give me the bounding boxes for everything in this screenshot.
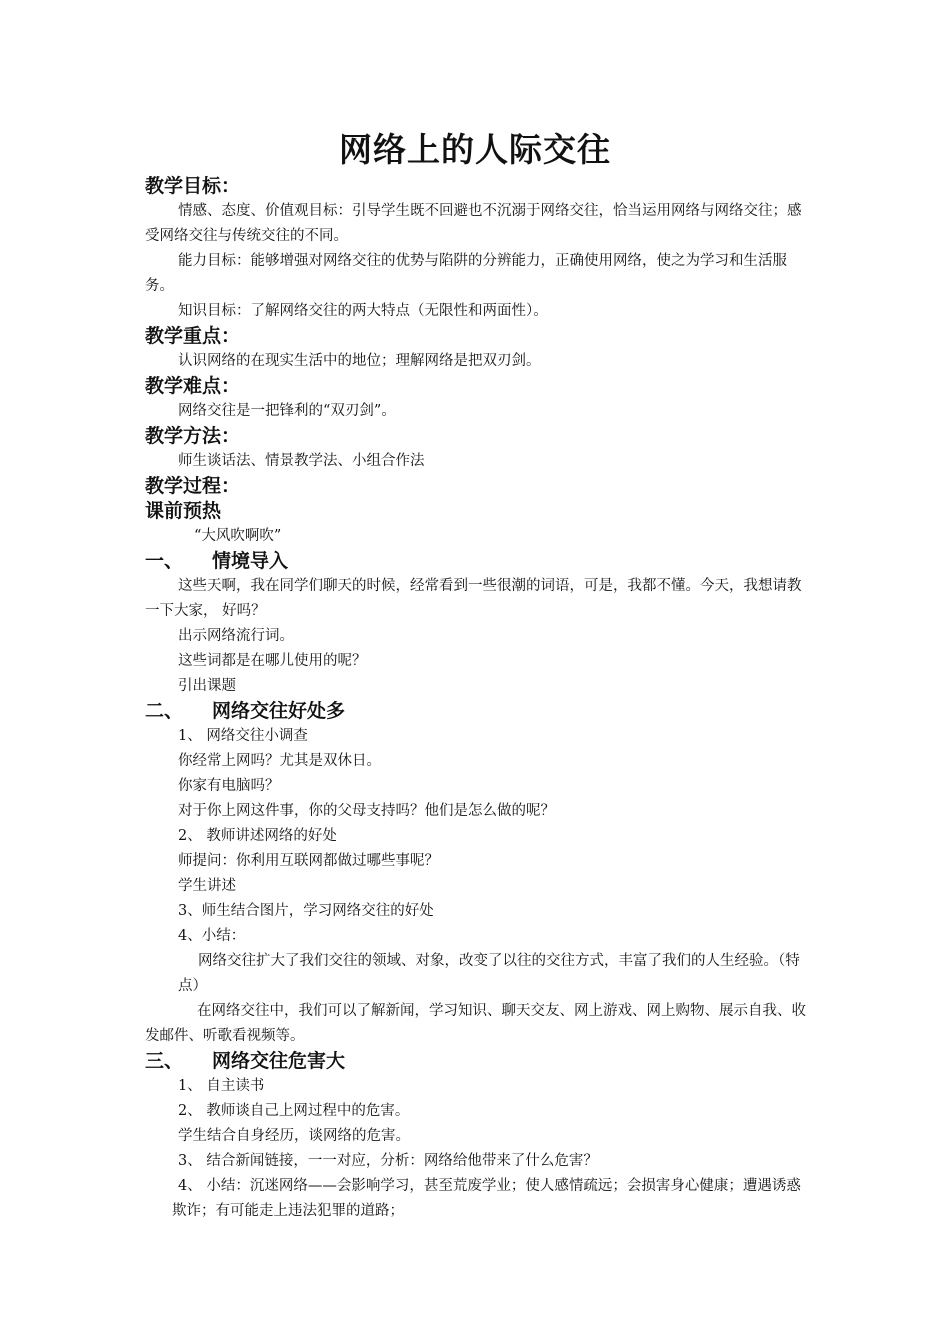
- objectives-heading: 教学目标：: [145, 175, 241, 197]
- section-3-heading: [145, 1049, 810, 1074]
- section-1-line: 出示网络流行词。: [178, 628, 294, 644]
- document-title: 网络上的人际交往: [339, 130, 611, 169]
- section-3-title: 网络交往危害大: [212, 1050, 346, 1072]
- section-3-item: 3、 结合新闻链接，一一对应，分析：网络给他带来了什么危害？: [178, 1153, 598, 1169]
- section-2-item: 4、小结：: [178, 928, 246, 944]
- warmup-heading: 课前预热: [145, 500, 222, 522]
- difficulties-heading: 教学难点：: [145, 375, 241, 397]
- process-heading: 教学过程：: [145, 475, 241, 497]
- section-2-number: 二、: [145, 700, 184, 722]
- section-1-number: 一、: [145, 550, 184, 572]
- section-3-number: 三、: [145, 1050, 184, 1072]
- section-2-item: 学生讲述: [178, 878, 236, 894]
- methods-heading: 教学方法：: [145, 425, 241, 447]
- section-3-item: 学生结合自身经历，谈网络的危害。: [178, 1128, 410, 1144]
- objective-knowledge: 知识目标：了解网络交往的两大特点（无限性和两面性）。: [178, 303, 548, 319]
- section-2-item: 对于你上网这件事，你的父母支持吗？他们是怎么做的呢？: [178, 803, 555, 819]
- section-2-item: 3、师生结合图片，学习网络交往的好处: [178, 903, 434, 919]
- section-3-item: 2、 教师谈自己上网过程中的危害。: [178, 1103, 410, 1119]
- section-2-title: 网络交往好处多: [212, 700, 346, 722]
- section-1-line: 引出课题: [178, 678, 236, 694]
- section-2-summary-2: 在网络交往中，我们可以了解新闻，学习知识、聊天交友、网上游戏、网上购物、展示自我、收发邮件、听歌看视频等。: [145, 1003, 806, 1044]
- section-2-heading: [145, 699, 810, 724]
- section-2-item: 师提问：你利用互联网都做过哪些事呢？: [178, 853, 439, 869]
- section-3-summary: 4、 小结：沉迷网络——会影响学习，甚至荒废学业；使人感情疏远；会损害身心健康；遭遇诱惑欺诈；有可能走上违法犯罪的道路；: [172, 1178, 801, 1219]
- methods-text: 师生谈话法、情景教学法、小组合作法: [178, 453, 425, 469]
- key-points-text: 认识网络的在现实生活中的地位；理解网络是把双刃剑。: [178, 353, 541, 369]
- section-2-item: 1、 网络交往小调查: [178, 728, 308, 744]
- objective-ability: 能力目标：能够增强对网络交往的优势与陷阱的分辨能力，正确使用网络，使之为学习和生活服务。: [145, 253, 787, 294]
- section-1-line: 这些词都是在哪儿使用的呢？: [178, 653, 367, 669]
- difficulties-text: 网络交往是一把锋利的“双刃剑”。: [178, 403, 396, 419]
- document-body: [145, 174, 810, 1224]
- section-1-paragraph: 这些天啊，我在同学们聊天的时候，经常看到一些很潮的词语，可是，我都不懂。今天，我想请教一下大家， 好吗？: [145, 578, 802, 619]
- key-points-heading: 教学重点：: [145, 325, 241, 347]
- section-2-summary-1: 网络交往扩大了我们交往的领域、对象，改变了以往的交往方式，丰富了我们的人生经验。（特点）: [178, 953, 800, 994]
- section-3-item: 1、 自主读书: [178, 1078, 265, 1094]
- section-2-item: 你家有电脑吗？: [178, 778, 280, 794]
- warmup-text: “大风吹啊吹”: [194, 528, 282, 544]
- section-1-heading: [145, 549, 810, 574]
- section-2-item: 2、 教师讲述网络的好处: [178, 828, 337, 844]
- section-1-title: 情境导入: [212, 550, 289, 572]
- section-2-item: 你经常上网吗？尤其是双休日。: [178, 753, 381, 769]
- objective-emotion: 情感、态度、价值观目标：引导学生既不回避也不沉溺于网络交往，恰当运用网络与网络交往；感受网络交往与传统交往的不同。: [145, 203, 802, 244]
